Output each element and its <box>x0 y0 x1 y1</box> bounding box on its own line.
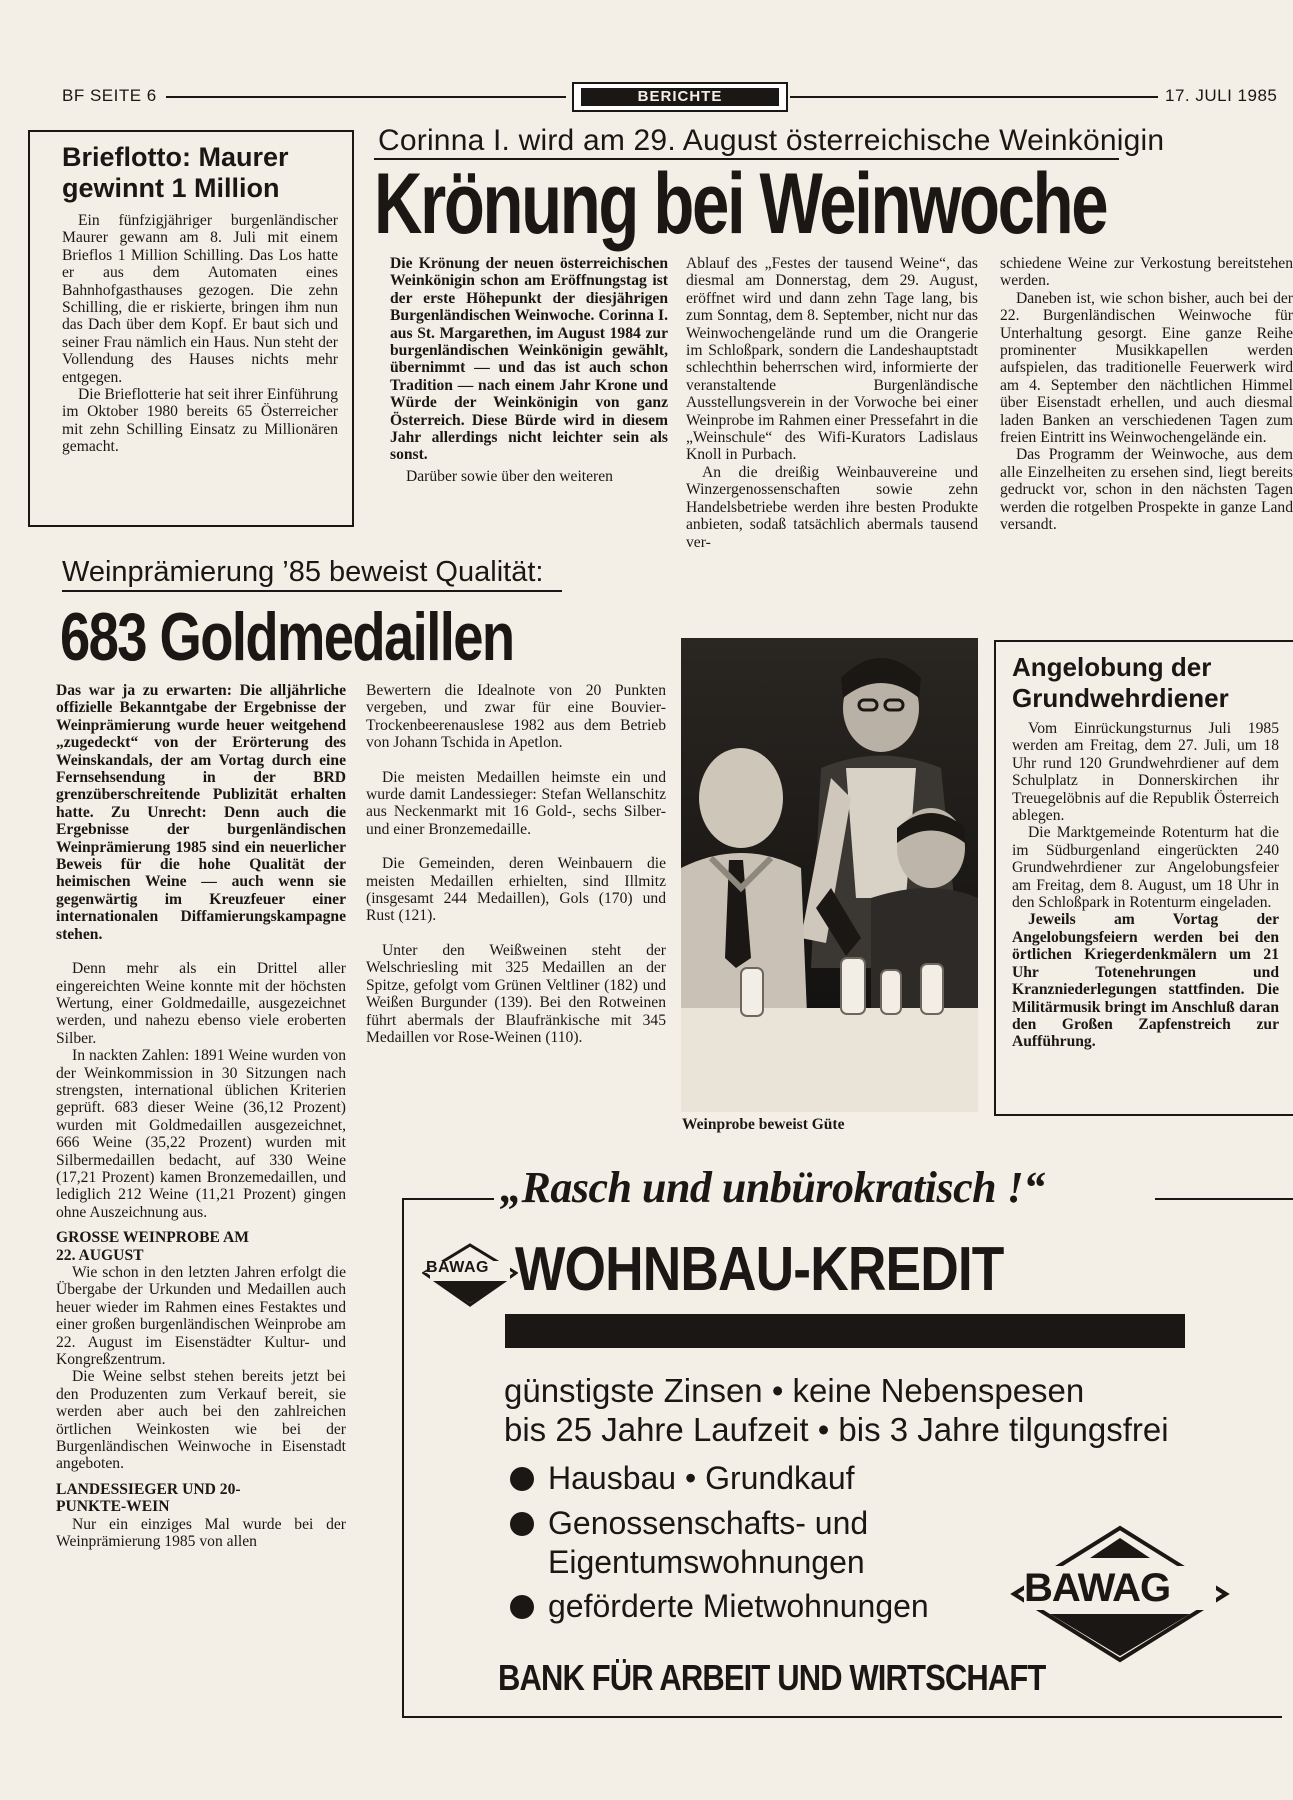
photo-caption: Weinprobe beweist Güte <box>682 1116 845 1133</box>
brieflotto-box <box>28 130 354 527</box>
paragraph: Die Brieflotterie hat seit ihrer Einführung im Oktober 1980 bereits 65 Österreicher mit zehn Schilling Einsatz zu Millionären gemacht. <box>62 386 338 456</box>
wine-tasting-photo <box>681 638 978 1112</box>
paragraph: Ein fünfzigjähriger burgenländischer Maurer gewann am 8. Juli mit einem Brieflos 1 Million Schilling. Das Los hatte er aus dem Automaten eines Bahnhofgasthauses gezogen. Die zehn Schilling, die er riskierte, bringen ihm nun das Dach über dem Kopf. Er baut sich und seiner Frau nämlich ein Haus. Nun steht der Vollendung des Hauses nichts mehr entgegen. <box>62 212 338 386</box>
ad-bullet <box>510 1460 855 1496</box>
paragraph: Nur ein einziges Mal wurde bei der Weinprämierung 1985 von allen <box>56 1515 346 1551</box>
paragraph: schiedene Weine zur Verkostung bereitstehen werden. <box>1000 255 1293 290</box>
paragraph: Unter den Weißweinen steht der Welschriesling mit 325 Medaillen an der Spitze, gefolgt vom Grünen Veltliner (182) und Weißen Burgunder (139). Bei den Rotweinen führt abermals der Blaufränkische mit 345 Medaillen vor Rose-Weinen (110). <box>366 941 666 1046</box>
ad-benefit-line: bis 25 Jahre Laufzeit • bis 3 Jahre tilgungsfrei <box>504 1411 1169 1448</box>
angelobung-title: Angelobung der Grundwehrdiener <box>1012 652 1229 713</box>
section-label: BERICHTE <box>581 88 779 106</box>
paragraph: Das Programm der Weinwoche, aus dem alle Einzelheiten zu ersehen sind, liegt bereits gedruckt vor, schon in den nächsten Tagen werden die rotgelben Prospekte in ganze Land versandt. <box>1000 446 1293 534</box>
subhead: LANDESSIEGER UND 20-PUNKTE-WEIN <box>56 1480 241 1516</box>
paragraph: Denn mehr als ein Drittel aller eingereichten Weine konnte mit der höchsten Wertung, einer Goldmedaille, ausgezeichnet werden, und nahezu ebenso viele eroberten Silber. <box>56 960 346 1047</box>
ad-bank-name: BANK FÜR ARBEIT UND WIRTSCHAFT <box>498 1657 1046 1698</box>
ad-frame-top-left <box>402 1198 494 1200</box>
paragraph: Die Gemeinden, deren Weinbauern die meisten Medaillen erhielten, sind Illmitz (insgesamt 244 Medaillen), Gols (170) und Rust (121). <box>366 855 666 925</box>
paragraph: Ablauf des „Festes der tausend Weine“, das diesmal am Donnerstag, dem 29. August, eröffnet wird und dann zehn Tage lang, bis zum Sonntag, dem 8. September, nicht nur das Weinwochengelände rund um die Orangerie im Schloßpark, sondern die Landeshauptstadt schlechthin beherrschen wird, informierte der veranstaltende Burgenländische Ausstellungsverein in der Vorwoche bei einer Weinprobe im Rahmen einer Pressefahrt in die „Weinschule“ des Wifi-Kurators Ladislaus Knoll in Purbach. <box>686 255 978 464</box>
bullet-dot-icon <box>510 1467 534 1491</box>
ad-bullet-text: geförderte Mietwohnungen <box>548 1588 929 1624</box>
section-badge <box>572 82 788 112</box>
paragraph: Die Weine selbst stehen bereits jetzt bei den Produzenten zum Verkauf bereit, sie werden aber auch bei den zahlreichen örtlichen Weinkosten wie bei der Burgenländischen Weinwoche in Eisenstadt angeboten. <box>56 1368 346 1473</box>
paragraph: Die Marktgemeinde Rotenturm hat die im Südburgenland eingerückten 240 Grundwehrdiener zur Angelobungsfeier am Freitag, dem 8. August, um 18 Uhr in den Schloßpark in Rotenturm eingeladen. <box>1012 824 1279 912</box>
paragraph: Darüber sowie über den weiteren <box>406 467 613 485</box>
page-number: BF SEITE 6 <box>62 86 157 105</box>
angelobung-box <box>994 640 1293 1116</box>
ad-bullet-text: Genossenschafts- und <box>548 1505 869 1541</box>
ad-bullet-continuation <box>548 1544 865 1580</box>
angelobung-body <box>1012 720 1279 1051</box>
article-headline: Krönung bei Weinwoche <box>374 156 1107 252</box>
bullet-dot-icon <box>510 1512 534 1536</box>
ad-bullet-text: Eigentumswohnungen <box>548 1544 865 1580</box>
ad-bullet <box>510 1505 868 1541</box>
article-headline: 683 Goldmedaillen <box>60 599 514 675</box>
subhead: GROSSE WEINPROBE AM 22. AUGUST <box>56 1229 249 1264</box>
article-column <box>366 682 666 1046</box>
paragraph: Daneben ist, wie schon bisher, auch bei der 22. Burgenländischen Weinwoche für Unterhaltung gesorgt. Eine ganze Reihe prominenter Musikkapellen werden aufspielen, das traditionelle Feuerwerk wird am 4. September den nächtlichen Himmel über Eisenstadt erhellen, und auch diesmal laden Banken an verschiedenen Tagen zum freien Eintritt ins Weinwochengelände ein. <box>1000 289 1293 447</box>
article-column <box>56 682 346 1551</box>
paragraph: Bewertern die Idealnote von 20 Punkten vergeben, und zwar für eine Bouvier-Trockenbeerenauslese 1982 aus dem Betrieb von Johann Tschida in Apetlon. <box>366 682 666 752</box>
photo-illustration <box>681 638 978 1112</box>
article-lead: Das war ja zu erwarten: Die alljährliche offizielle Bekanntgabe der Ergebnisse der Weinprämierung wurde heuer weitgehend „zugedeckt“ von der Erörterung des Weinskandals, der am Vortag durch eine Fernsehsendung in der BRD grenzüberschreitende Publizität erhalten hatte. Zu Unrecht: Denn auch die Ergebnisse der burgenländischen Weinprämierung 1985 sind ein neuerlicher Beweis für die hohe Qualität der heimischen Weine — auch wenn sie gegenwärtig im Kreuzfeuer einer internationalen Diffamierungskampagne stehen. <box>56 682 346 943</box>
kicker-rule <box>62 590 562 592</box>
article-lead: Die Krönung der neuen österreichischen Weinkönigin schon am Eröffnungstag ist der erste Höhepunkt der diesjährigen Burgenländischen Weinwoche. Corinna I. aus St. Margarethen, im August 1984 zur burgenländischen Weinkönigin gewählt, übernimmt — und das ist auch schon Tradition — nach einem Jahr Krone und Würde der Weinkönigin von ganz Österreich. Diese Bürde wird in diesem Jahr allerdings nicht leichter sein als sonst. <box>390 255 668 464</box>
paragraph: In nackten Zahlen: 1891 Weine wurden von der Weinkommission in 30 Sitzungen nach strengsten, international üblichen Kriterien geprüft. 683 dieser Weine (36,12 Prozent) wurden mit Goldmedaillen ausgezeichnet, 666 Weine (35,22 Prozent) wurden mit Silbermedaillen bedacht, auf 330 Weine (17,21 Prozent) kamen Bronzemedaillen, und lediglich 212 Weine (11,21 Prozent) gingen ohne Auszeichnung aus. <box>56 1047 346 1221</box>
article-column <box>390 255 668 485</box>
bawag-logo-text-small: BAWAG <box>426 1259 489 1276</box>
brieflotto-body <box>62 212 338 456</box>
bullet-dot-icon <box>510 1595 534 1619</box>
ad-slogan: „Rasch und unbürokratisch !“ <box>500 1163 1045 1212</box>
paragraph: An die dreißig Weinbauvereine und Winzergenossenschaften sowie zehn Handelsbetriebe werden ihre besten Produkte anbieten, sodaß tatsächlich abermals tausend ver- <box>686 463 978 551</box>
bawag-logo-text-large: BAWAG <box>1024 1566 1171 1610</box>
ad-bullet <box>510 1588 929 1624</box>
article-kicker: Weinprämierung ’85 beweist Qualität: <box>62 556 544 588</box>
paragraph: Die meisten Medaillen heimste ein und wurde damit Landessieger: Stefan Wellanschitz aus Neckenmarkt mit 16 Gold-, sechs Silber- und einer Bronzemedaille. <box>366 768 666 838</box>
ad-frame-top-right <box>1155 1198 1293 1200</box>
header-rule-right <box>790 96 1158 98</box>
article-kicker: Corinna I. wird am 29. August österreichische Weinkönigin <box>378 124 1165 157</box>
ad-black-bar <box>505 1314 1185 1348</box>
article-column <box>686 255 978 551</box>
paragraph: Vom Einrückungsturnus Juli 1985 werden am Freitag, dem 27. Juli, um 18 Uhr rund 120 Grundwehrdiener auf dem Schulplatz in Donnerskirchen ihr Treuegelöbnis auf die Republik Österreich ablegen. <box>1012 720 1279 825</box>
ad-benefit-line: günstigste Zinsen • keine Nebenspesen <box>504 1372 1085 1409</box>
ad-product-name: WOHNBAU-KREDIT <box>515 1235 1004 1304</box>
ad-bullet-text: Hausbau • Grundkauf <box>548 1460 855 1496</box>
brieflotto-title: Brieflotto: Maurer gewinnt 1 Million <box>62 142 289 203</box>
paragraph: Jeweils am Vortag der Angelobungsfeiern werden bei den örtlichen Kriegerdenkmälern um 21 Uhr Totenehrungen und Kranzniederlegungen stattfinden. Die Militärmusik bringt im Anschluß daran den Großen Zapfenstreich zur Aufführung. <box>1012 911 1279 1051</box>
issue-date: 17. JULI 1985 <box>1165 86 1278 105</box>
article-column <box>1000 255 1293 534</box>
paragraph: Wie schon in den letzten Jahren erfolgt die Übergabe der Urkunden und Medaillen auch heuer wieder im Rahmen eines Festaktes und einer großen burgenländischen Weinprobe am 22. August im Eisenstädter Kultur- und Kongreßzentrum. <box>56 1264 346 1369</box>
header-rule-left <box>166 96 566 98</box>
